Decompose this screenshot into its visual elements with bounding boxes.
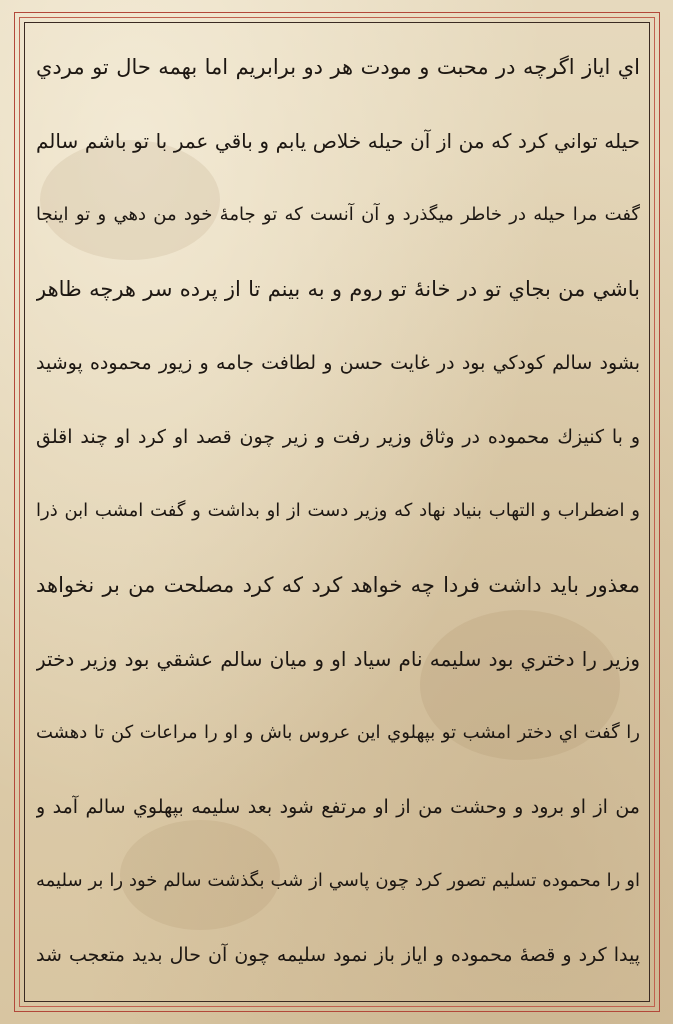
text-line: وزير را دختري بود سليمه نام سياد او و ميان سالم عشقي بود وزير دختر: [36, 647, 640, 671]
text-line: و اضطراب و التهاب بنياد نهاد كه وزير دست از او بداشت و گفت امشب ابن ذرا: [36, 500, 640, 521]
text-block: [36, 30, 640, 992]
text-line: حيله تواني كرد كه من از آن حيله خلاص يابم و باقي عمر با تو باشم سالم: [36, 129, 640, 153]
text-line: را گفت اي دختر امشب تو بپهلوي اين عروس باش و او را مراعات كن تا دهشت: [36, 722, 640, 743]
text-line: پيدا كرد و قصهٔ محموده و اياز باز نمود سليمه چون آن حال بديد متعجب شد: [36, 944, 640, 966]
text-line: باشي من بجاي تو در خانهٔ تو روم و به بينم تا از پرده سر هرچه ظاهر: [36, 277, 640, 301]
text-line: معذور بايد داشت فردا چه خواهد كرد كه كرد مصلحت من بر نخواهد: [36, 573, 640, 597]
text-line: من از او برود و وحشت من از او مرتفع شود بعد سليمه بپهلوي سالم آمد و: [36, 796, 640, 818]
text-line: اي اياز اگرچه در محبت و مودت هر دو برابريم اما بهمه حال تو مردي: [36, 55, 640, 79]
text-line: بشود سالم كودكي بود در غايت حسن و لطافت جامه و زيور محموده پوشيد: [36, 352, 640, 374]
text-line: و با كنيزك محموده در وثاق وزير رفت و زير چون قصد او كرد او چند اقلق: [36, 426, 640, 448]
text-line: او را محموده تسليم تصور كرد چون پاسي از شب بگذشت سالم خود را بر سليمه: [36, 870, 640, 891]
text-line: گفت مرا حيله در خاطر ميگذرد و آن آنست كه تو جامهٔ خود من دهي و تو اينجا: [36, 204, 640, 225]
